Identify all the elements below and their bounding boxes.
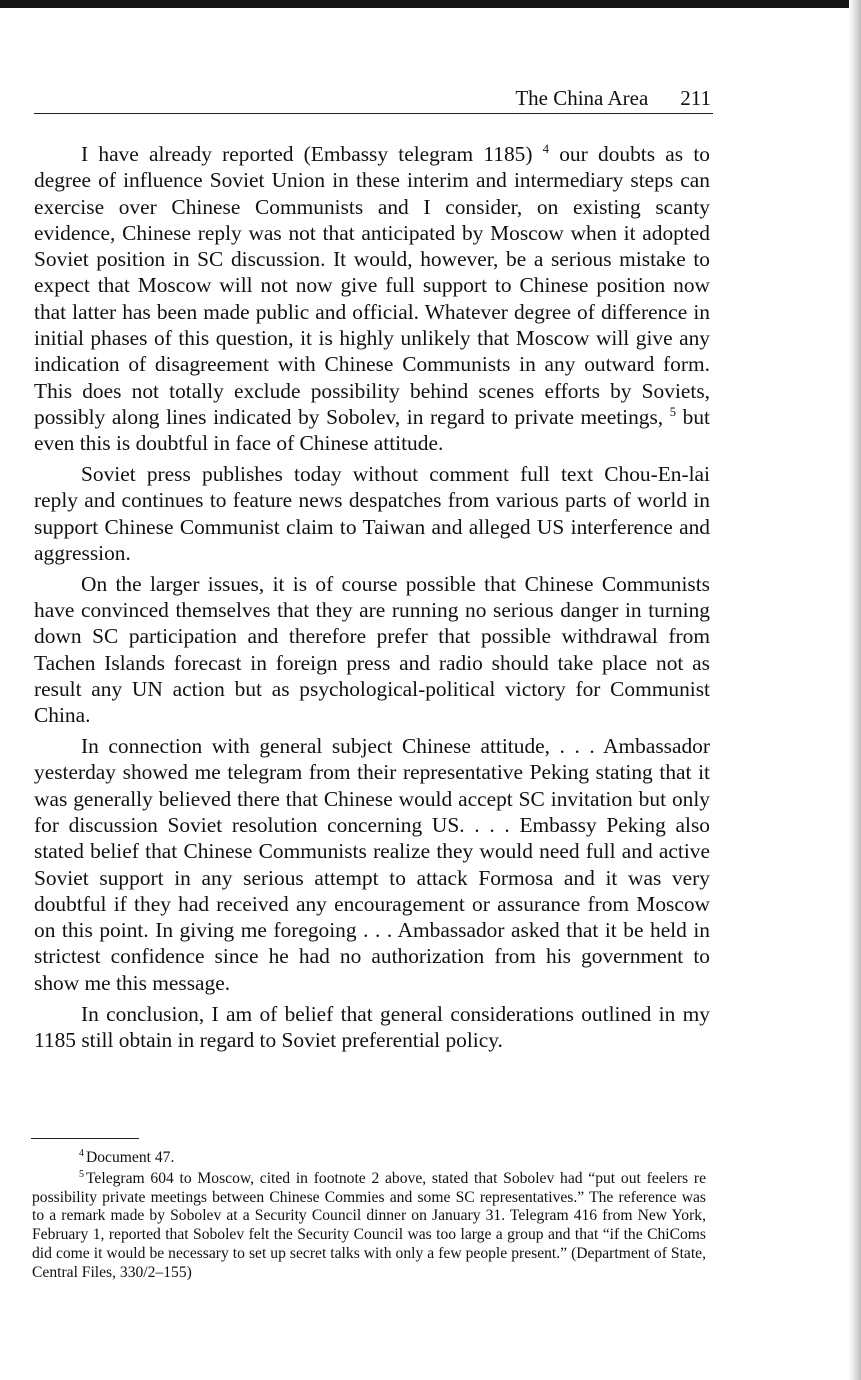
footnotes: [32, 1149, 706, 1285]
footnote-5-mark: 5: [79, 1168, 84, 1180]
paragraph-1-text-end: but even this is doubtful in face of Chinese attitude.: [34, 404, 710, 456]
page-number: 211: [680, 86, 711, 110]
footnote-5: [32, 1170, 706, 1283]
body-text: [34, 141, 710, 1053]
footnote-ref-4: 4: [542, 141, 549, 156]
footnote-5-text: Telegram 604 to Moscow, cited in footnote 2 above, stated that Sobolev had “put out feelers re possibility private meetings between Chinese Commies and some SC representatives.” The reference was to a remark made by Sobolev at a Security Council dinner on January 31. Telegram 416 from New York, February 1, reported that Sobolev felt the Security Council was too large a group and that “if the ChiComs did come it would be necessary to set up secret talks with only a few people present.” (Department of State, Central Files, 330/2–155): [32, 1169, 706, 1281]
footnote-separator: [31, 1138, 139, 1139]
paragraph-1: [34, 141, 710, 457]
running-header: [34, 86, 713, 114]
footnote-4: [32, 1149, 706, 1168]
page-right-edge: [849, 0, 861, 1380]
footnote-4-text: Document 47.: [86, 1149, 175, 1166]
paragraph-5: In conclusion, I am of belief that general considerations outlined in my 1185 still obtain in regard to Soviet preferential policy.: [34, 1001, 710, 1052]
page-top-edge: [0, 0, 861, 8]
paragraph-4: In connection with general subject Chinese attitude, . . . Ambassador yesterday showed me telegram from their representative Peking stating that it was generally believed there that Chinese would accept SC invitation but only for discussion Soviet resolution concerning US. . . . Embassy Peking also stated belief that Chinese Communists realize they would need full and active Soviet support in any serious attempt to attack Formosa and it was very doubtful if they had received any encouragement or assurance from Moscow on this point. In giving me foregoing . . . Ambassador asked that it be held in strictest confidence since he had no authorization from his government to show me this message.: [34, 734, 710, 995]
paragraph-1-text-middle: our doubts as to degree of influence Soviet Union in these interim and intermediary steps can exercise over Chinese Communists and I consider, on existing scanty evidence, Chinese reply was not that anticipated by Moscow when it adopted Soviet position in SC discussion. It would, however, be a serious mistake to expect that Moscow will not now give full support to Chinese position now that latter has been made public and official. Whatever degree of difference in initial phases of this question, it is highly unlikely that Moscow will give any indication of disagreement with Chinese Communists in any outward form. This does not totally exclude possibility behind scenes efforts by Soviets, possibly along lines indicated by Sobolev, in regard to private meetings,: [34, 142, 710, 429]
footnote-ref-5: 5: [669, 404, 677, 419]
footnote-4-mark: 4: [79, 1147, 84, 1159]
running-header-title: The China Area: [515, 86, 649, 110]
paragraph-2: Soviet press publishes today without comment full text Chou-En-lai reply and continues to feature news despatches from various parts of world in support Chinese Communist claim to Taiwan and alleged US interference and aggression.: [34, 462, 710, 565]
paragraph-1-text-start: I have already reported (Embassy telegram 1185): [81, 142, 533, 166]
paragraph-3: On the larger issues, it is of course possible that Chinese Communists have convinced themselves that they are running no serious danger in turning down SC participation and therefore prefer that possible withdrawal from Tachen Islands forecast in foreign press and radio should take place not as result any UN action but as psychological-political victory for Communist China.: [34, 571, 710, 728]
